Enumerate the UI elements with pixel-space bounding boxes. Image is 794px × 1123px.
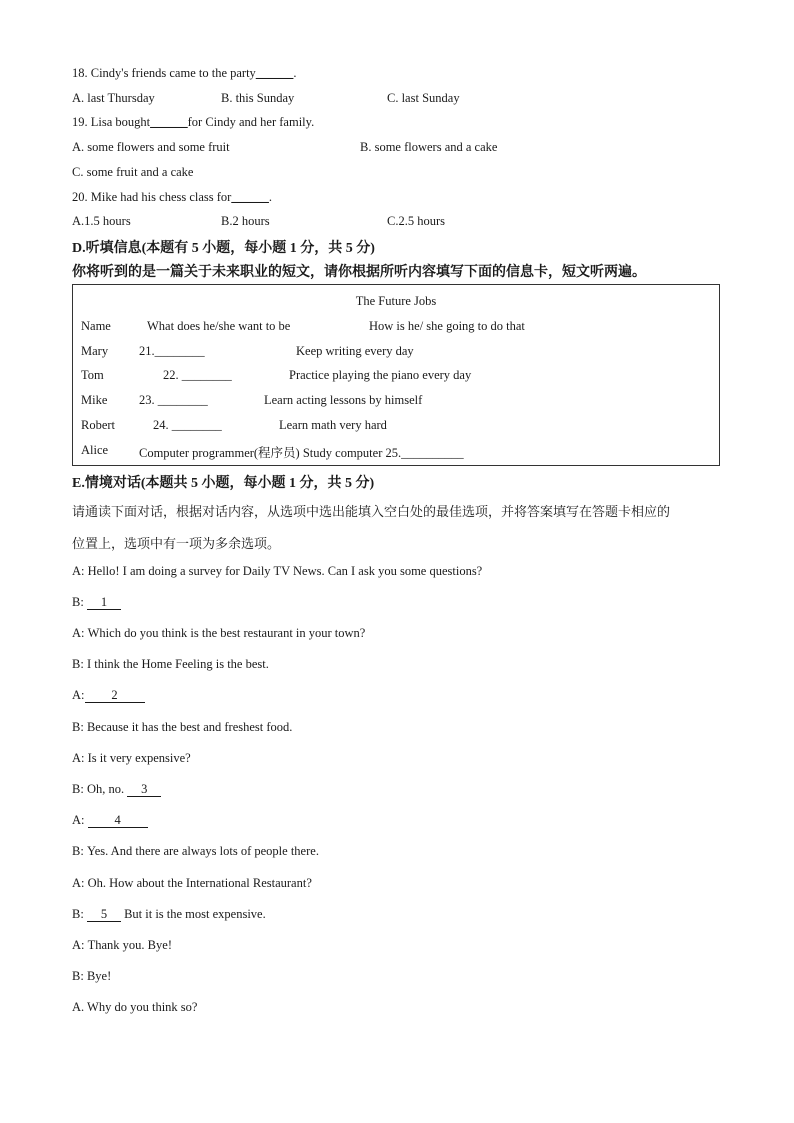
question-18-blank: ______ [255,66,294,80]
card-title: The Future Jobs [355,294,437,308]
speaker-label: A: [72,751,85,765]
question-18-stem: 18. Cindy's friends came to the party [72,66,256,80]
speaker-label: B: [72,720,84,734]
speaker-label: B: [72,595,84,609]
section-e-instruction-2: 位置上，选项中有一项为多余选项。 [72,536,281,551]
speaker-label: A: [72,564,85,578]
card-row-name: Mary [81,344,109,358]
speaker-label: A: [72,813,85,827]
card-row-how: Keep writing every day [296,344,414,358]
speaker-label: B: [72,969,84,983]
card-row-name: Alice [81,443,109,457]
dialogue-line [72,907,266,922]
question-18-end: . [293,66,297,80]
card-row-name: Robert [81,418,116,432]
dialogue-line [72,876,312,891]
dialogue-line [72,564,482,579]
dialogue-text: I think the Home Feeling is the best. [86,657,269,671]
speaker-label: B: [72,657,84,671]
answer-blank: 5 [87,907,121,922]
q20-option-c: C.2.5 hours [387,214,445,228]
dialogue-line [72,969,111,984]
card-header-want: What does he/she want to be [147,319,291,333]
dialogue-line [72,938,172,953]
card-row-how: Learn math very hard [279,418,387,432]
speaker-label: B: [72,907,84,921]
question-20-blank: ______ [231,190,269,204]
speaker-label: B: [72,844,84,858]
question-19-blank: ______ [150,115,188,129]
dialogue-text: Yes. And there are always lots of people there. [86,844,319,858]
q18-option-c: C. last Sunday [387,91,460,105]
answer-blank: 2 [85,688,145,703]
dialogue-line [72,844,319,859]
card-row-name: Mike [81,393,108,407]
dialogue-line [72,813,148,828]
card-row-want: 21.________ [139,344,205,358]
dialogue-line [72,751,191,766]
speaker-label: A: [72,876,85,890]
card-row-want: 24. ________ [153,418,222,432]
q19-option-b: B. some flowers and a cake [360,140,498,154]
question-20-stem: 20. Mike had his chess class for [72,190,232,204]
dialogue-text: Bye! [86,969,112,983]
card-header-name: Name [81,319,111,333]
question-20 [72,190,272,205]
q20-option-a: A.1.5 hours [72,214,131,228]
q18-option-a: A. last Thursday [72,91,155,105]
dialogue-text: Hello! I am doing a survey for Daily TV News. Can I ask you some questions? [87,564,483,578]
question-20-end: . [268,190,272,204]
section-d-instruction: 你将听到的是一篇关于未来职业的短文，请你根据所听内容填写下面的信息卡，短文听两遍。 [72,265,646,280]
card-row-how: Learn acting lessons by himself [264,393,423,407]
answer-blank: 1 [87,595,121,610]
dialogue-text: But it is the most expensive. [124,907,266,921]
dialogue-line [72,595,121,610]
card-row-want: Computer programmer(程序员) Study computer 25.__________ [139,446,464,460]
dialogue-text: Oh. How about the International Restaurant? [87,876,312,890]
q19-option-c: C. some fruit and a cake [72,165,194,179]
answer-blank: 4 [88,813,148,828]
dialogue-text: Which do you think is the best restaurant in your town? [87,626,366,640]
question-19-stem-before: 19. Lisa bought [72,115,151,129]
dialogue-line [72,720,292,735]
future-jobs-card [72,284,720,466]
card-row-how: Practice playing the piano every day [289,368,472,382]
dialogue-line [72,626,365,641]
dialogue-text: Because it has the best and freshest food. [86,720,293,734]
dialogue-text: Thank you. Bye! [87,938,172,952]
card-row-want: 23. ________ [139,393,208,407]
card-row-want: 22. ________ [163,368,232,382]
dialogue-text: Is it very expensive? [87,751,191,765]
q18-option-b: B. this Sunday [221,91,295,105]
q19-option-a: A. some flowers and some fruit [72,140,230,154]
section-d-heading: D.听填信息(本题有 5 小题，每小题 1 分，共 5 分) [72,241,375,256]
speaker-label: A: [72,938,85,952]
q20-option-b: B.2 hours [221,214,270,228]
section-e-heading: E.情境对话(本题共 5 小题，每小题 1 分，共 5 分) [72,476,375,491]
dialogue-line [72,782,161,797]
dialogue-line [72,688,145,703]
card-header-how: How is he/ she going to do that [369,319,525,333]
question-19 [72,115,314,130]
answer-blank: 3 [127,782,161,797]
question-19-stem-after: for Cindy and her family. [187,115,315,129]
section-e-instruction-1: 请通读下面对话，根据对话内容，从选项中选出能填入空白处的最佳选项，并将答案填写在答题卡相应的 [72,504,671,519]
option-a-line: A. Why do you think so? [72,1000,198,1014]
dialogue-text: Oh, no. [86,782,125,796]
speaker-label: A: [72,626,85,640]
dialogue-line [72,657,269,672]
speaker-label: B: [72,782,84,796]
question-18 [72,66,296,81]
speaker-label: A: [72,688,85,702]
card-row-name: Tom [81,368,104,382]
